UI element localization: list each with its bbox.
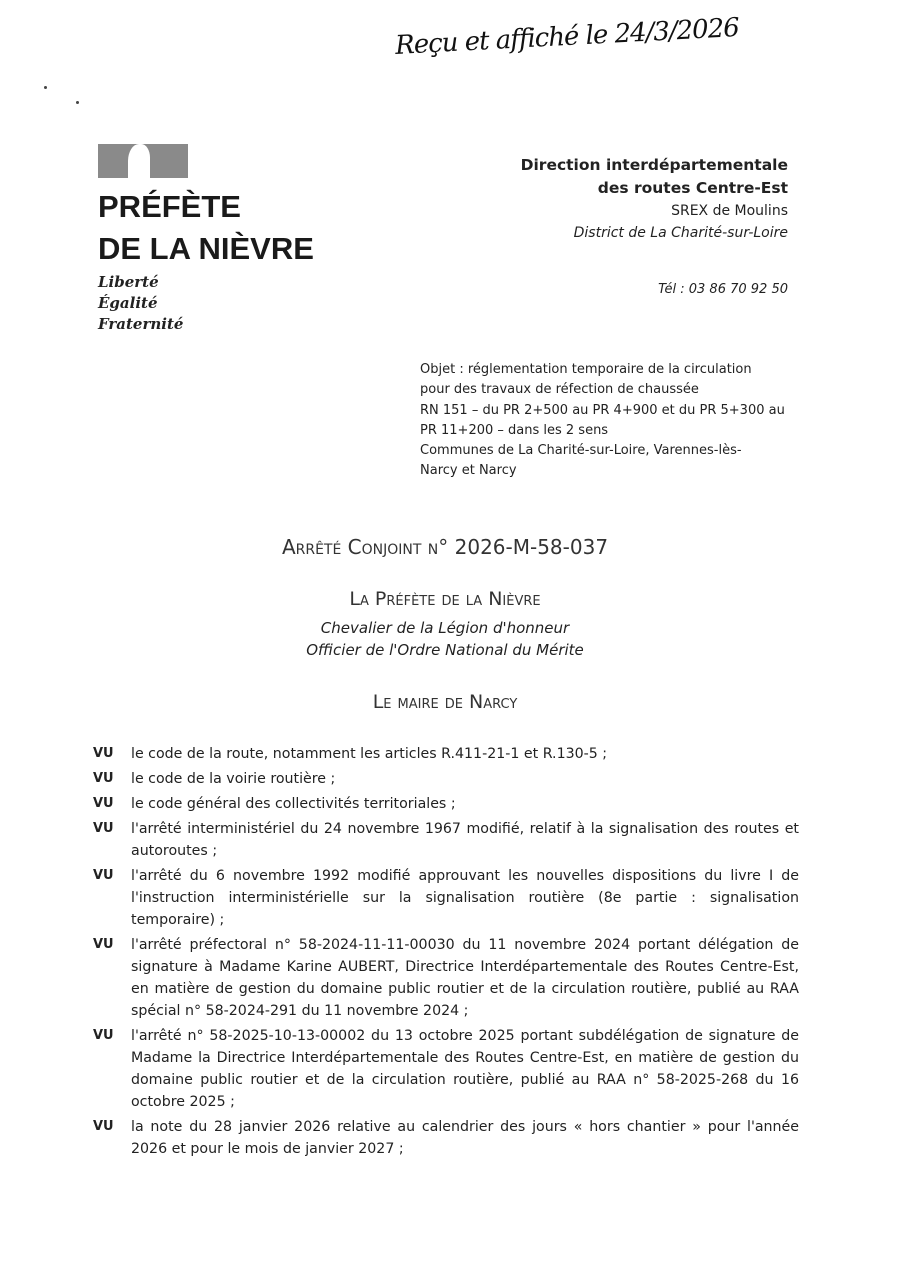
direction-line: Direction interdépartementale [520,156,788,174]
service-name: SREX de Moulins [671,203,788,219]
authority-titles [0,617,890,661]
vu-label: VU [93,868,114,883]
motto-line: Égalité [98,294,158,312]
motto-line: Fraternité [98,315,184,333]
vu-label: VU [93,746,114,761]
subject-line: Narcy et Narcy [420,463,517,479]
mayor-name: Le maire de Narcy [372,691,518,713]
subject-line: Communes de La Charité-sur-Loire, Varennes-lès- [420,443,742,459]
consideration-item [93,743,799,765]
subject-line: Objet : réglementation temporaire de la circulation [420,362,752,377]
consideration-item [93,793,799,815]
consideration-item [93,865,799,931]
considerations-list [93,743,799,1163]
prefecture-line: PRÉFÈTE [98,189,241,224]
subject-line: pour des travaux de réfection de chaussée [420,382,699,398]
vu-label: VU [93,821,114,836]
consideration-text: la note du 28 janvier 2026 relative au calendrier des jours « hors chantier » pour l'année 2026 et pour le mois de janvier 2027 ; [131,1119,799,1157]
consideration-text: le code de la voirie routière ; [131,771,336,787]
vu-label: VU [93,1028,114,1043]
consideration-item [93,1116,799,1160]
prefecture-name [98,186,314,270]
republic-motto [98,272,183,335]
motto-line: Liberté [98,273,159,291]
consideration-text: l'arrêté interministériel du 24 novembre 1967 modifié, relatif à la signalisation des routes et autoroutes ; [131,821,799,859]
authority-title: Chevalier de la Légion d'honneur [320,619,570,637]
decree-title: Arrêté Conjoint n° 2026-M-58-037 [281,535,609,559]
vu-label: VU [93,1119,114,1134]
consideration-item [93,1025,799,1113]
vu-label: VU [93,937,114,952]
vu-label: VU [93,796,114,811]
telephone: Tél : 03 86 70 92 50 [658,282,788,297]
marianne-logo-icon [98,144,188,178]
consideration-text: l'arrêté n° 58-2025-10-13-00002 du 13 octobre 2025 portant subdélégation de signature de Madame la Directrice Interdépartementale des Routes Centre-Est, en matière de gestion du domaine public routier et de la circulation routière, publié au RAA n° 58-2025-268 du 16 octobre 2025 ; [131,1028,799,1110]
scan-speck [76,101,79,104]
prefecture-line: DE LA NIÈVRE [98,231,314,266]
subject-block [420,360,790,482]
consideration-item [93,934,799,1022]
handwritten-annotation: Reçu et affiché le 24/3/2026 [394,13,740,61]
consideration-text: l'arrêté du 6 novembre 1992 modifié approuvant les nouvelles dispositions du livre I de l'instruction interministérielle sur la signalisation routière (8e partie : signalisation temporaire) ; [131,868,799,928]
district-name: District de La Charité-sur-Loire [573,225,788,241]
consideration-text: l'arrêté préfectoral n° 58-2024-11-11-00030 du 11 novembre 2024 portant délégation de signature à Madame Karine AUBERT, Directrice Interdépartementale des Routes Centre-Est, en matière de gestion du domaine public routier et de la circulation routière, publié au RAA spécial n° 58-2024-291 du 11 novembre 2024 ; [131,937,799,1019]
consideration-item [93,818,799,862]
issuing-service [521,154,788,244]
subject-line: PR 11+200 – dans les 2 sens [420,422,609,438]
scan-speck [44,86,47,89]
authority-title: Officier de l'Ordre National du Mérite [306,641,584,659]
subject-line: RN 151 – du PR 2+500 au PR 4+900 et du PR 5+300 au [420,402,785,418]
vu-label: VU [93,771,114,786]
consideration-text: le code de la route, notamment les articles R.411-21-1 et R.130-5 ; [131,746,608,762]
authority-name: La Préfète de la Nièvre [349,588,541,610]
consideration-item [93,768,799,790]
consideration-text: le code général des collectivités territoriales ; [131,796,456,812]
direction-line: des routes Centre-Est [597,179,788,197]
